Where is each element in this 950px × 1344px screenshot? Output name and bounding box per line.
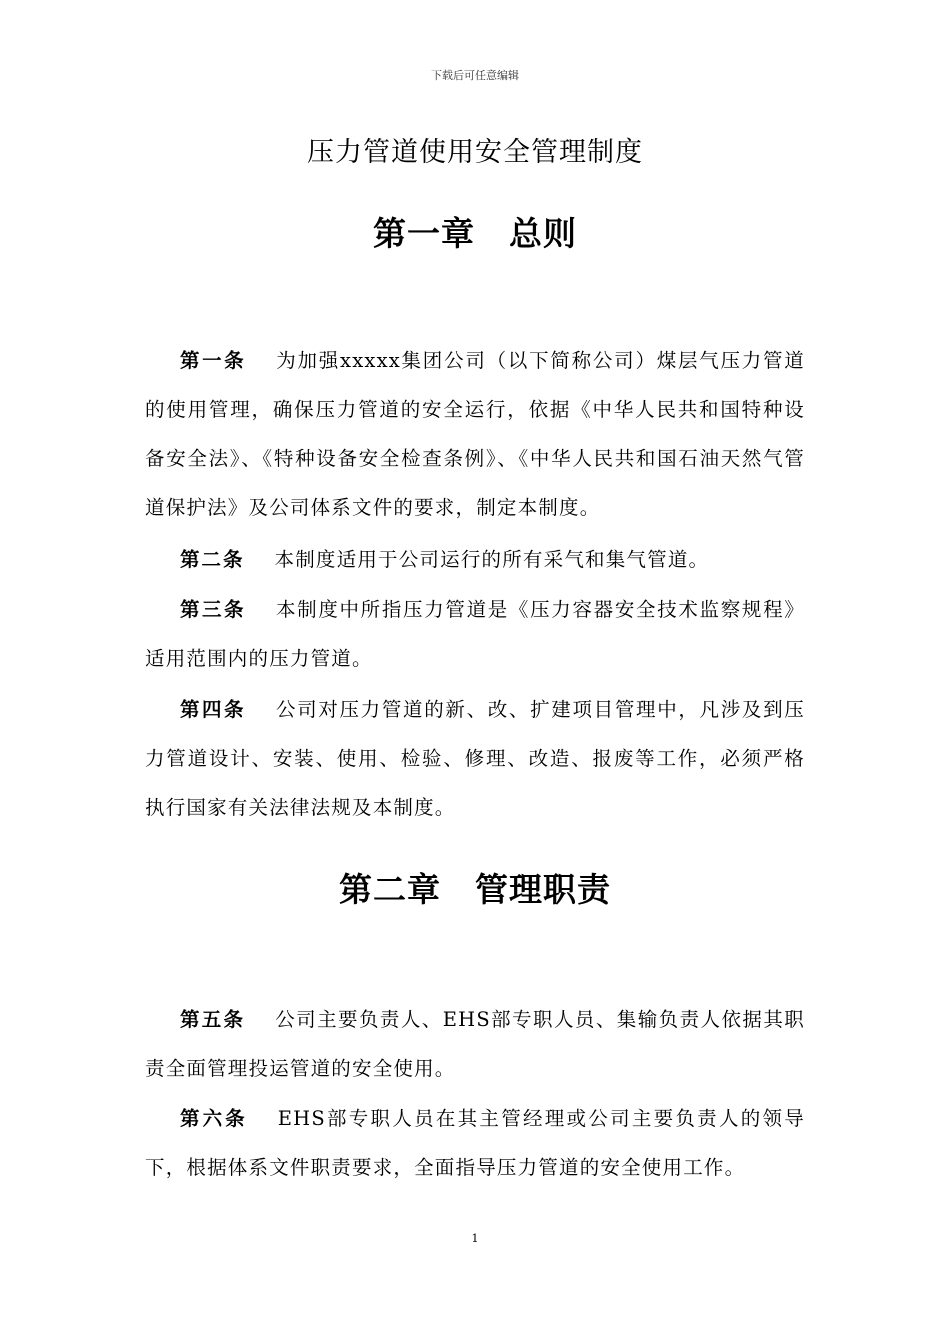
document-title: 压力管道使用安全管理制度 [307,137,643,168]
page-header: 下载后可任意编辑 [431,69,519,82]
article-label: 第六条 [180,1107,248,1130]
article-label: 第三条 [180,598,246,621]
article-text: 本制度适用于公司运行的所有采气和集气管道。 [274,548,710,571]
chapter-heading-1: 第一章 总则 [373,214,577,253]
article-label: 第二条 [180,548,245,571]
article-label: 第一条 [180,349,247,372]
article-text: 为加强xxxxx集团公司（以下简称公司）煤层气压力管道的使用管理，确保压力管道的安全运行，依据《中华人民共和国特种设备安全法》、《特种设备安全检查条例》、《中华人民共和国石油天然气管道保护法》及公司体系文件的要求，制定本制度。 [145,349,805,519]
article-label: 第四条 [180,698,246,721]
article-4 [145,685,805,832]
article-3 [145,585,805,683]
article-text: 本制度中所指压力管道是《压力容器安全技术监察规程》适用范围内的压力管道。 [145,598,805,670]
article-label: 第五条 [180,1008,246,1031]
article-6 [145,1094,805,1192]
article-text: EHS部专职人员在其主管经理或公司主要负责人的领导下，根据体系文件职责要求，全面指导压力管道的安全使用工作。 [145,1107,805,1179]
article-5 [145,995,805,1093]
article-1 [145,336,805,532]
page-number: 1 [471,1232,479,1245]
article-text: 公司对压力管道的新、改、扩建项目管理中，凡涉及到压力管道设计、安装、使用、检验、修理、改造、报废等工作，必须严格执行国家有关法律法规及本制度。 [145,698,805,819]
article-text: 公司主要负责人、EHS部专职人员、集输负责人依据其职责全面管理投运管道的安全使用。 [145,1008,805,1080]
article-2 [145,535,805,584]
chapter-heading-2: 第二章 管理职责 [339,870,611,909]
